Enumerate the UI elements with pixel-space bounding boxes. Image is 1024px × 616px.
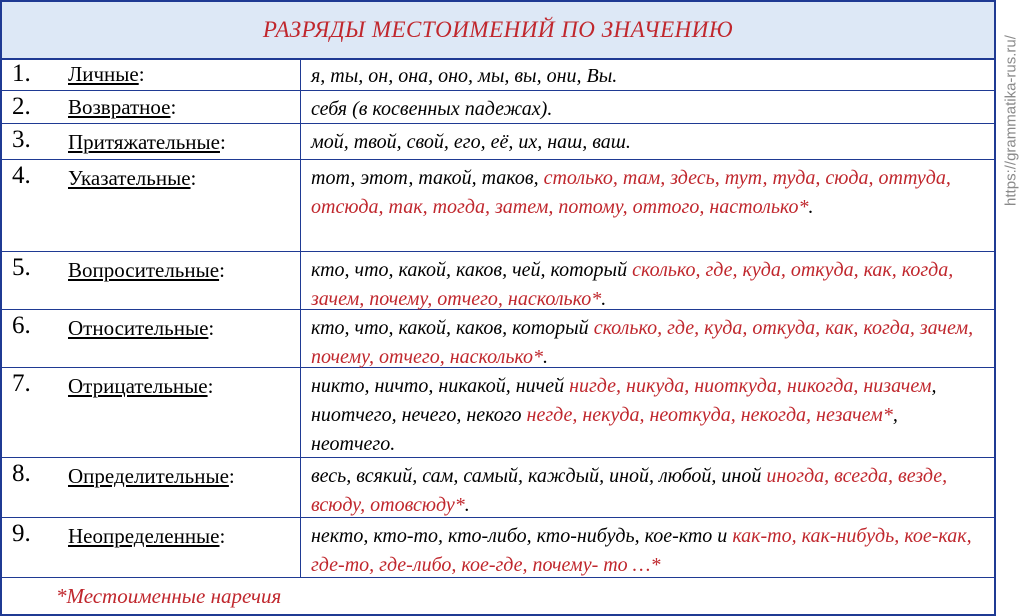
- watermark-text: https://grammatika-rus.ru/: [1002, 35, 1020, 206]
- category-name: [68, 62, 145, 87]
- pronoun-text: , ниотчего, нечего, некого: [311, 375, 937, 426]
- pronoun-examples: [300, 310, 990, 367]
- pronoun-examples: [300, 160, 990, 251]
- category-colon: :: [228, 464, 235, 488]
- adverb-examples: как-то, как-нибудь, кое-как, где-то, где-либо, кое-где, почему- то …*: [311, 525, 972, 576]
- category-colon: :: [190, 166, 197, 190]
- pronoun-text: .: [464, 494, 470, 516]
- pronoun-text: .: [601, 288, 607, 310]
- category-name: [68, 374, 213, 399]
- table-row: [2, 310, 994, 368]
- adverb-examples: столько, там, здесь, тут, туда, сюда, оттуда, отсюда, так, тогда, затем, потому, оттого, настолько*: [311, 167, 951, 218]
- category-name: [68, 316, 214, 341]
- category-label: Отрицательные: [68, 374, 208, 398]
- table-row: [2, 91, 994, 124]
- pronoun-text: .: [808, 196, 814, 218]
- category-label: Определительные: [68, 464, 229, 488]
- category-label: Личные: [68, 62, 139, 86]
- table-row: [2, 160, 994, 252]
- watermark: [998, 0, 1024, 250]
- row-number: 5.: [12, 254, 31, 281]
- row-number: 8.: [12, 460, 31, 487]
- pronoun-examples: [300, 368, 990, 457]
- pronoun-examples: [300, 458, 990, 517]
- row-number: 2.: [12, 93, 31, 120]
- adverb-examples: сколько, где, куда, откуда, как, когда, зачем, почему, отчего, насколько*: [311, 259, 954, 310]
- table-row: [2, 58, 994, 91]
- table-row: [2, 124, 994, 160]
- adverb-examples: негде, некуда, неоткуда, некогда, незачем*: [526, 404, 893, 426]
- table-row: [2, 368, 994, 458]
- adverb-examples: сколько, где, куда, откуда, как, когда, зачем, почему, отчего, насколько*: [311, 317, 974, 368]
- pronoun-examples: [300, 124, 990, 159]
- category-label: Неопределенные: [68, 524, 220, 548]
- row-number: 6.: [12, 312, 31, 339]
- table-title: РАЗРЯДЫ МЕСТОИМЕНИЙ ПО ЗНАЧЕНИЮ: [2, 2, 994, 60]
- pronoun-text: некто, кто-то, кто-либо, кто-нибудь, кое-кто и: [311, 525, 733, 547]
- category-colon: :: [138, 62, 145, 86]
- category-label: Притяжательные: [68, 130, 220, 154]
- category-name: [68, 464, 235, 489]
- pronoun-text: кто, что, какой, каков, который: [311, 317, 594, 339]
- category-colon: :: [208, 316, 215, 340]
- category-name: [68, 130, 226, 155]
- row-number: 7.: [12, 370, 31, 397]
- pronoun-text: , неотчего.: [311, 404, 898, 455]
- pronoun-examples: [300, 58, 990, 90]
- category-name: [68, 524, 225, 549]
- pronoun-text: никто, ничто, никакой, ничей: [311, 375, 570, 397]
- adverb-examples: нигде, никуда, ниоткуда, никогда, низачем: [569, 375, 932, 397]
- pronoun-text: мой, твой, свой, его, её, их, наш, ваш.: [311, 131, 631, 153]
- footnote: *Местоименные наречия: [56, 584, 282, 608]
- category-colon: :: [219, 130, 226, 154]
- row-number: 1.: [12, 60, 31, 87]
- category-colon: :: [219, 524, 226, 548]
- category-name: [68, 258, 225, 283]
- pronoun-text: кто, что, какой, каков, чей, который: [311, 259, 633, 281]
- category-name: [68, 95, 176, 120]
- adverb-examples: иногда, всегда, везде, всюду, отовсюду*: [311, 465, 948, 516]
- pronoun-text: себя (в косвенных падежах).: [311, 98, 553, 120]
- category-label: Возвратное: [68, 95, 171, 119]
- table-row: [2, 518, 994, 578]
- table-row: [2, 458, 994, 518]
- pronoun-examples: [300, 518, 990, 577]
- category-label: Вопросительные: [68, 258, 220, 282]
- category-name: [68, 166, 196, 191]
- row-number: 4.: [12, 162, 31, 189]
- category-colon: :: [207, 374, 214, 398]
- row-number: 3.: [12, 126, 31, 153]
- table-row: [2, 252, 994, 310]
- row-number: 9.: [12, 520, 31, 547]
- pronoun-examples: [300, 252, 990, 309]
- category-colon: :: [219, 258, 225, 282]
- pronoun-examples: [300, 91, 990, 123]
- category-colon: :: [170, 95, 177, 119]
- category-label: Относительные: [68, 316, 209, 340]
- pronoun-text: тот, этот, такой, таков,: [311, 167, 544, 189]
- pronoun-text: .: [543, 346, 549, 368]
- pronoun-text: весь, всякий, сам, самый, каждый, иной, любой, иной: [311, 465, 767, 487]
- category-label: Указательные: [68, 166, 191, 190]
- pronoun-text: я, ты, он, она, оно, мы, вы, они, Вы.: [311, 65, 618, 87]
